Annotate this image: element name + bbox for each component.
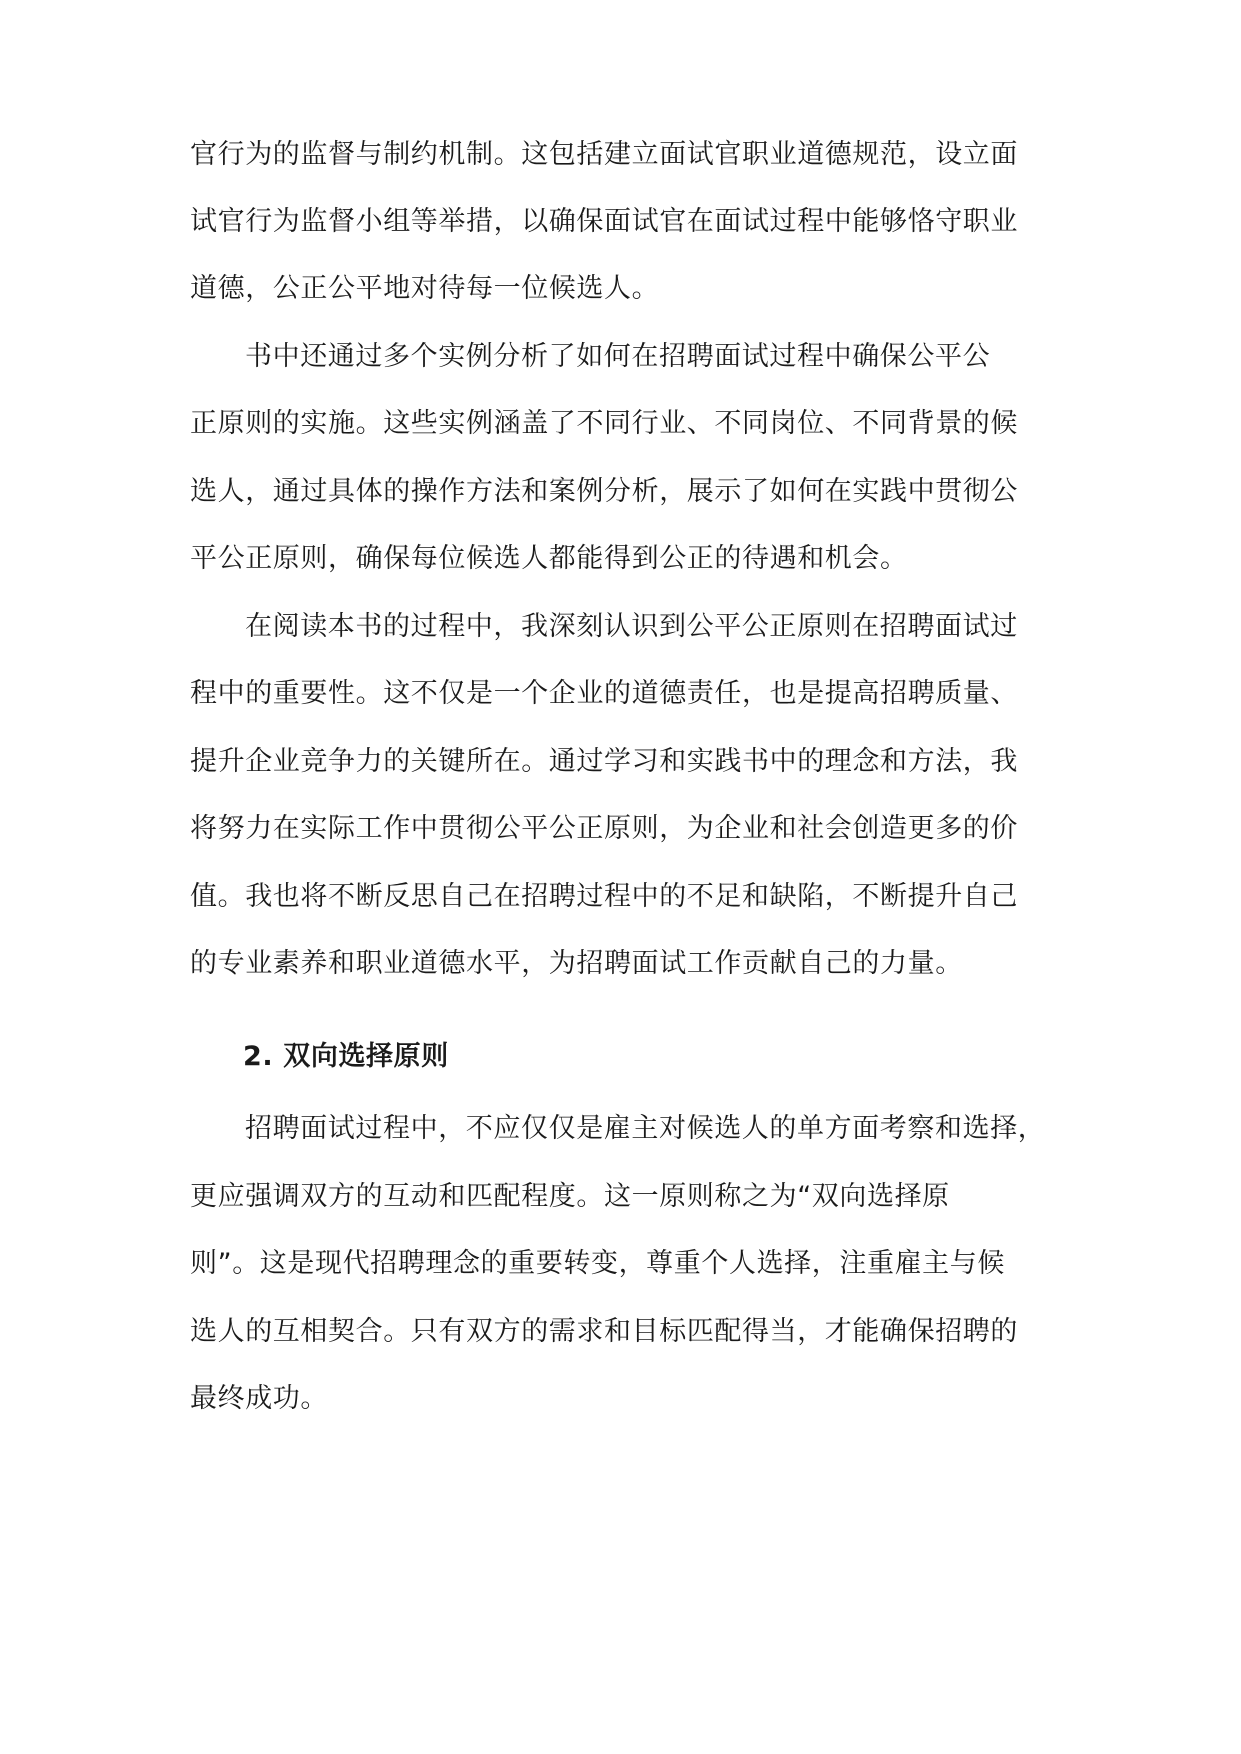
paragraph-2-line-4: 平公正原则，确保每位候选人都能得到公正的待遇和机会。	[190, 543, 908, 574]
paragraph-1-line-3: 道德，公正公平地对待每一位候选人。	[190, 273, 660, 304]
paragraph-2-line-1: 书中还通过多个实例分析了如何在招聘面试过程中确保公平公	[245, 341, 991, 372]
section-paragraph-line-2: 更应强调双方的互动和匹配程度。这一原则称之为“双向选择原	[190, 1181, 950, 1212]
section-paragraph-line-4: 选人的互相契合。只有双方的需求和目标匹配得当，才能确保招聘的	[190, 1316, 1018, 1347]
section-heading: 2. 双向选择原则	[243, 1041, 449, 1072]
paragraph-3-line-6: 的专业素养和职业道德水平，为招聘面试工作贡献自己的力量。	[190, 948, 963, 979]
paragraph-1-line-1: 官行为的监督与制约机制。这包括建立面试官职业道德规范，设立面	[190, 139, 1018, 170]
paragraph-1-line-2: 试官行为监督小组等举措，以确保面试官在面试过程中能够恪守职业	[190, 206, 1018, 237]
paragraph-3-line-1: 在阅读本书的过程中，我深刻认识到公平公正原则在招聘面试过	[245, 611, 1018, 642]
paragraph-2-line-2: 正原则的实施。这些实例涵盖了不同行业、不同岗位、不同背景的候	[190, 408, 1018, 439]
paragraph-3-line-5: 值。我也将不断反思自己在招聘过程中的不足和缺陷，不断提升自己	[190, 881, 1018, 912]
section-paragraph-line-1: 招聘面试过程中，不应仅仅是雇主对候选人的单方面考察和选择，	[245, 1113, 1046, 1144]
paragraph-3-line-3: 提升企业竞争力的关键所在。通过学习和实践书中的理念和方法，我	[190, 746, 1018, 777]
paragraph-2-line-3: 选人，通过具体的操作方法和案例分析，展示了如何在实践中贯彻公	[190, 476, 1018, 507]
paragraph-3-line-2: 程中的重要性。这不仅是一个企业的道德责任，也是提高招聘质量、	[190, 678, 1018, 709]
section-paragraph-line-3: 则”。这是现代招聘理念的重要转变，尊重个人选择，注重雇主与候	[190, 1248, 1005, 1279]
section-paragraph-line-5: 最终成功。	[190, 1383, 328, 1414]
paragraph-3-line-4: 将努力在实际工作中贯彻公平公正原则，为企业和社会创造更多的价	[190, 813, 1018, 844]
